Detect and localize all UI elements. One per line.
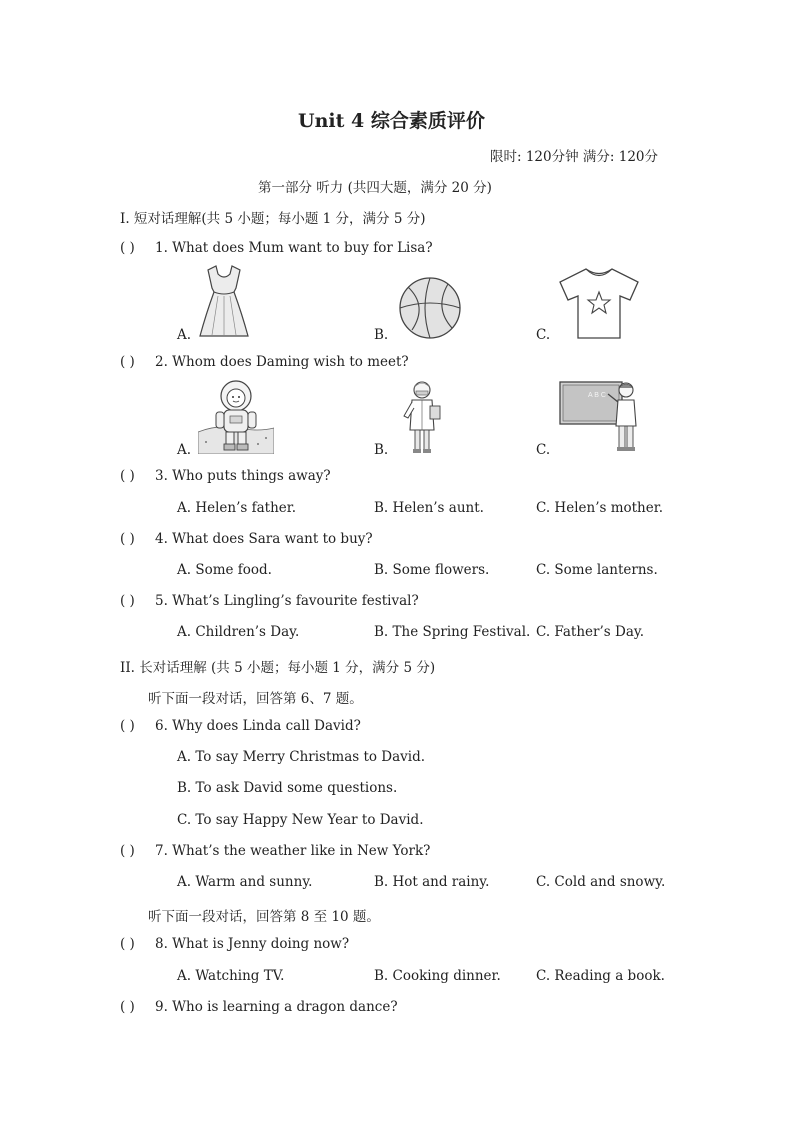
- instruction: 听下面一段对话，回答第 8 至 10 题。: [148, 909, 380, 925]
- option-label: B.: [374, 442, 389, 458]
- answer-blank[interactable]: ( ): [120, 593, 135, 609]
- answer-blank[interactable]: ( ): [120, 468, 135, 484]
- option-text: C. Reading a book.: [536, 968, 665, 984]
- option-text: C. Helen’s mother.: [536, 500, 664, 516]
- dress-picture: [198, 264, 250, 338]
- question-text: 5. What’s Lingling’s favourite festival?: [155, 593, 419, 609]
- option-text: C. To say Happy New Year to David.: [177, 812, 424, 828]
- question-text: 2. Whom does Daming wish to meet?: [155, 354, 409, 370]
- answer-blank[interactable]: ( ): [120, 936, 135, 952]
- part-heading: 第一部分 听力 (共四大题，满分 20 分): [258, 180, 492, 196]
- question-text: 9. Who is learning a dragon dance?: [155, 999, 398, 1015]
- answer-blank[interactable]: ( ): [120, 718, 135, 734]
- tshirt-picture: [558, 266, 640, 340]
- option-text: B. Helen’s aunt.: [374, 500, 484, 516]
- option-text: B. To ask David some questions.: [177, 780, 398, 796]
- answer-blank[interactable]: ( ): [120, 843, 135, 859]
- option-text: B. Hot and rainy.: [374, 874, 490, 890]
- question-text: 1. What does Mum want to buy for Lisa?: [155, 240, 433, 256]
- option-label: A.: [177, 442, 192, 458]
- option-label: C.: [536, 327, 551, 343]
- doctor-picture: [400, 380, 444, 454]
- option-label: C.: [536, 442, 551, 458]
- basketball-picture: [398, 276, 462, 340]
- option-text: C. Some lanterns.: [536, 562, 658, 578]
- option-text: A. Watching TV.: [177, 968, 285, 984]
- option-text: B. Cooking dinner.: [374, 968, 501, 984]
- question-text: 7. What’s the weather like in New York?: [155, 843, 431, 859]
- option-text: A. Children’s Day.: [177, 624, 300, 640]
- answer-blank[interactable]: ( ): [120, 999, 135, 1015]
- option-text: C. Father’s Day.: [536, 624, 644, 640]
- answer-blank[interactable]: ( ): [120, 354, 135, 370]
- page-title: Unit 4 综合素质评价: [298, 110, 485, 132]
- section-heading: II. 长对话理解 (共 5 小题；每小题 1 分，满分 5 分): [120, 660, 436, 676]
- question-text: 4. What does Sara want to buy?: [155, 531, 373, 547]
- time-limit: 限时: 120分钟 满分: 120分: [490, 149, 659, 165]
- option-text: B. The Spring Festival.: [374, 624, 531, 640]
- question-text: 8. What is Jenny doing now?: [155, 936, 350, 952]
- option-text: A. Some food.: [177, 562, 272, 578]
- astronaut-picture: [198, 378, 274, 454]
- question-text: 6. Why does Linda call David?: [155, 718, 361, 734]
- answer-blank[interactable]: ( ): [120, 531, 135, 547]
- instruction: 听下面一段对话，回答第 6、7 题。: [148, 691, 363, 707]
- option-text: C. Cold and snowy.: [536, 874, 666, 890]
- option-label: A.: [177, 327, 192, 343]
- option-text: A. Helen’s father.: [177, 500, 297, 516]
- teacher-picture: [558, 378, 640, 454]
- option-label: B.: [374, 327, 389, 343]
- section-heading: I. 短对话理解(共 5 小题；每小题 1 分，满分 5 分): [120, 211, 426, 227]
- question-text: 3. Who puts things away?: [155, 468, 331, 484]
- option-text: B. Some flowers.: [374, 562, 490, 578]
- option-text: A. Warm and sunny.: [177, 874, 313, 890]
- option-text: A. To say Merry Christmas to David.: [177, 749, 426, 765]
- board-text: A B C: [588, 392, 606, 399]
- answer-blank[interactable]: ( ): [120, 240, 135, 256]
